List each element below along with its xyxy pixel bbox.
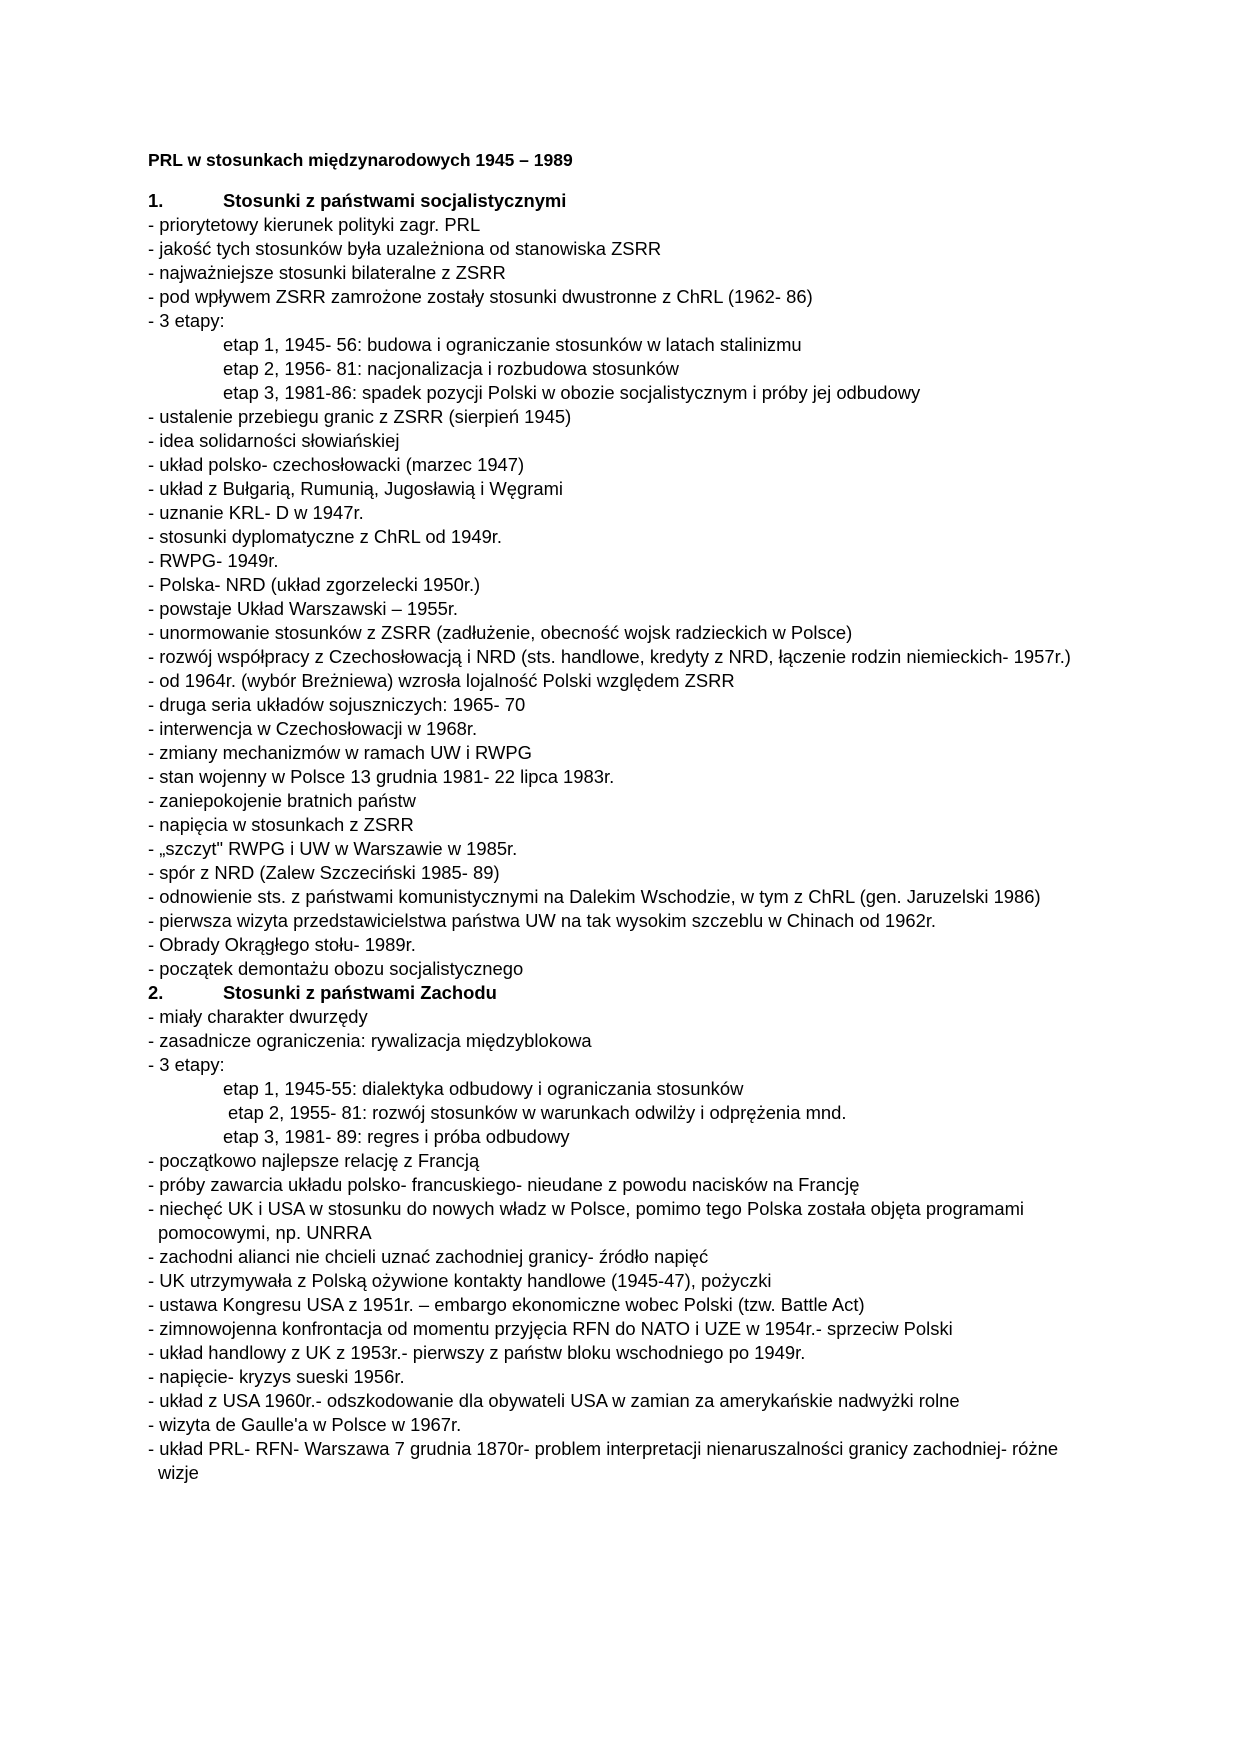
document-title: PRL w stosunkach międzynarodowych 1945 – 1989 bbox=[148, 150, 573, 170]
list-item: - najważniejsze stosunki bilateralne z ZSRR bbox=[148, 262, 506, 283]
list-item: - pierwsza wizyta przedstawicielstwa państwa UW na tak wysokim szczeblu w Chinach od 1962r. bbox=[148, 910, 937, 931]
list-item: - zaniepokojenie bratnich państw bbox=[148, 790, 416, 811]
list-item: - Obrady Okrągłego stołu- 1989r. bbox=[148, 934, 416, 955]
list-item: - idea solidarności słowiańskiej bbox=[148, 430, 400, 451]
list-item: - pod wpływem ZSRR zamrożone zostały stosunki dwustronne z ChRL (1962- 86) bbox=[148, 286, 813, 307]
list-item: - rozwój współpracy z Czechosłowacją i NRD (sts. handlowe, kredyty z NRD, łączenie rodzin niemieckich- 1957r.) bbox=[148, 646, 1071, 667]
list-item: - 3 etapy: bbox=[148, 310, 225, 331]
list-item: - stan wojenny w Polsce 13 grudnia 1981- 22 lipca 1983r. bbox=[148, 766, 615, 787]
stage-item: etap 2, 1956- 81: nacjonalizacja i rozbudowa stosunków bbox=[223, 358, 679, 379]
list-item: - unormowanie stosunków z ZSRR (zadłużenie, obecność wojsk radzieckich w Polsce) bbox=[148, 622, 853, 643]
list-item: - druga seria układów sojuszniczych: 1965- 70 bbox=[148, 694, 526, 715]
list-item: - 3 etapy: bbox=[148, 1054, 225, 1075]
list-item: - od 1964r. (wybór Breżniewa) wzrosła lojalność Polski względem ZSRR bbox=[148, 670, 735, 691]
section-title: Stosunki z państwami socjalistycznymi bbox=[223, 190, 567, 211]
list-item: - jakość tych stosunków była uzależniona od stanowiska ZSRR bbox=[148, 238, 662, 259]
list-item: - spór z NRD (Zalew Szczeciński 1985- 89) bbox=[148, 862, 500, 883]
stage-item: etap 1, 1945-55: dialektyka odbudowy i ograniczania stosunków bbox=[223, 1078, 744, 1099]
list-item: - początkowo najlepsze relację z Francją bbox=[148, 1150, 480, 1171]
section-heading-socialist bbox=[148, 189, 1088, 213]
list-item: - miały charakter dwurzędy bbox=[148, 1006, 368, 1027]
list-item: - układ handlowy z UK z 1953r.- pierwszy z państw bloku wschodniego po 1949r. bbox=[148, 1342, 806, 1363]
stage-item: etap 3, 1981-86: spadek pozycji Polski w obozie socjalistycznym i próby jej odbudowy bbox=[223, 382, 921, 403]
document-page bbox=[148, 148, 1088, 1485]
stage-item: etap 1, 1945- 56: budowa i ograniczanie stosunków w latach stalinizmu bbox=[223, 334, 802, 355]
list-item: - „szczyt" RWPG i UW w Warszawie w 1985r. bbox=[148, 838, 518, 859]
list-item: - układ polsko- czechosłowacki (marzec 1947) bbox=[148, 454, 525, 475]
list-item: - napięcie- kryzys sueski 1956r. bbox=[148, 1366, 405, 1387]
list-item: - Polska- NRD (układ zgorzelecki 1950r.) bbox=[148, 574, 481, 595]
list-item: - zmiany mechanizmów w ramach UW i RWPG bbox=[148, 742, 532, 763]
list-item: - zasadnicze ograniczenia: rywalizacja międzyblokowa bbox=[148, 1030, 592, 1051]
list-item: - powstaje Układ Warszawski – 1955r. bbox=[148, 598, 459, 619]
list-item: - RWPG- 1949r. bbox=[148, 550, 279, 571]
section-number: 1. bbox=[148, 190, 164, 211]
list-item: - zachodni alianci nie chcieli uznać zachodniej granicy- źródło napięć bbox=[148, 1246, 709, 1267]
list-item: - początek demontażu obozu socjalistycznego bbox=[148, 958, 524, 979]
list-item-continuation: wizje bbox=[158, 1462, 199, 1483]
list-item: - układ z USA 1960r.- odszkodowanie dla obywateli USA w zamian za amerykańskie nadwyżki rolne bbox=[148, 1390, 960, 1411]
section-body-west bbox=[148, 1005, 1088, 1485]
list-item: - próby zawarcia układu polsko- francuskiego- nieudane z powodu nacisków na Francję bbox=[148, 1174, 860, 1195]
list-item: - odnowienie sts. z państwami komunistycznymi na Dalekim Wschodzie, w tym z ChRL (gen. Jaruzelski 1986) bbox=[148, 886, 1041, 907]
list-item: - priorytetowy kierunek polityki zagr. PRL bbox=[148, 214, 481, 235]
list-item: - uznanie KRL- D w 1947r. bbox=[148, 502, 364, 523]
list-item: - układ PRL- RFN- Warszawa 7 grudnia 1870r- problem interpretacji nienaruszalności granicy zachodniej- różne bbox=[148, 1438, 1059, 1459]
list-item-continuation: pomocowymi, np. UNRRA bbox=[158, 1222, 372, 1243]
list-item: - niechęć UK i USA w stosunku do nowych władz w Polsce, pomimo tego Polska została objęta programami bbox=[148, 1198, 1025, 1219]
list-item: - napięcia w stosunkach z ZSRR bbox=[148, 814, 414, 835]
list-item: - interwencja w Czechosłowacji w 1968r. bbox=[148, 718, 478, 739]
section-title: Stosunki z państwami Zachodu bbox=[223, 982, 497, 1003]
list-item: - zimnowojenna konfrontacja od momentu przyjęcia RFN do NATO i UZE w 1954r.- sprzeciw Polski bbox=[148, 1318, 953, 1339]
stage-item: etap 3, 1981- 89: regres i próba odbudowy bbox=[223, 1126, 570, 1147]
list-item: - wizyta de Gaulle'a w Polsce w 1967r. bbox=[148, 1414, 462, 1435]
list-item: - układ z Bułgarią, Rumunią, Jugosławią i Węgrami bbox=[148, 478, 563, 499]
list-item: - UK utrzymywała z Polską ożywione kontakty handlowe (1945-47), pożyczki bbox=[148, 1270, 772, 1291]
list-item: - stosunki dyplomatyczne z ChRL od 1949r. bbox=[148, 526, 503, 547]
stage-item: etap 2, 1955- 81: rozwój stosunków w warunkach odwilży i odprężenia mnd. bbox=[228, 1102, 847, 1123]
section-heading-west bbox=[148, 981, 1088, 1005]
section-body-socialist bbox=[148, 213, 1088, 981]
section-number: 2. bbox=[148, 982, 164, 1003]
list-item: - ustawa Kongresu USA z 1951r. – embargo ekonomiczne wobec Polski (tzw. Battle Act) bbox=[148, 1294, 865, 1315]
list-item: - ustalenie przebiegu granic z ZSRR (sierpień 1945) bbox=[148, 406, 572, 427]
